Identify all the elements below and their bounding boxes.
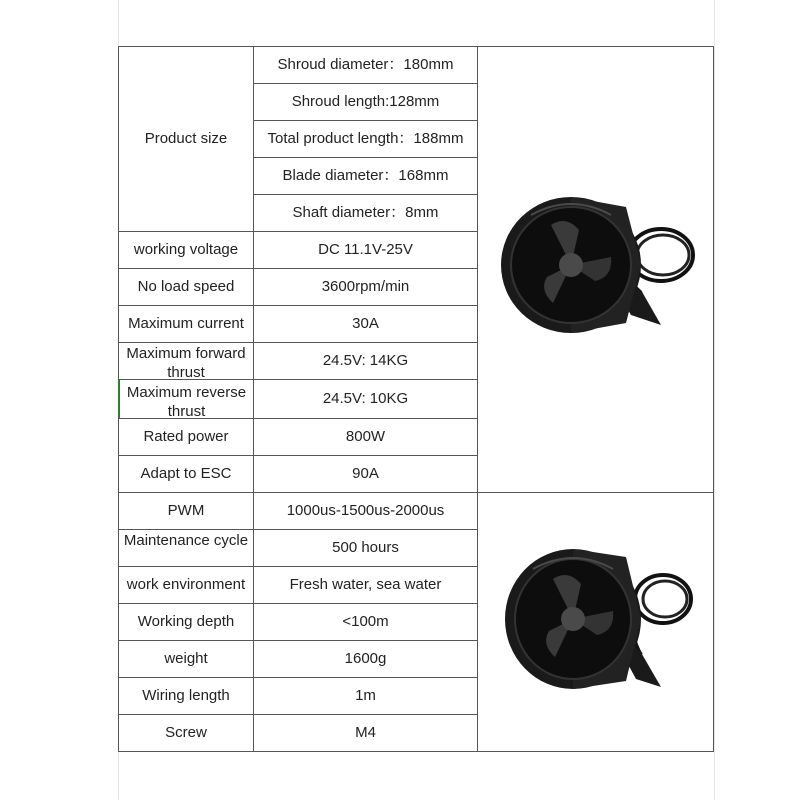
value-blade-diameter: Blade diameter：168mm — [253, 157, 478, 195]
label-maintenance-cycle: Maintenance cycle — [118, 529, 254, 567]
value-screw: M4 — [253, 714, 478, 752]
label-maximum-current: Maximum current — [118, 305, 254, 343]
value-maintenance-cycle: 500 hours — [253, 529, 478, 567]
label-screw: Screw — [118, 714, 254, 752]
label-weight: weight — [118, 640, 254, 678]
label-maximum-reverse-thrust[interactable]: Maximum reverse thrust — [118, 379, 254, 419]
label-no-load-speed: No load speed — [118, 268, 254, 306]
value-weight: 1600g — [253, 640, 478, 678]
label-working-voltage: working voltage — [118, 231, 254, 269]
value-shroud-length: Shroud length:128mm — [253, 83, 478, 121]
label-working-depth: Working depth — [118, 603, 254, 641]
value-shaft-diameter: Shaft diameter：8mm — [253, 194, 478, 232]
grid-line — [714, 0, 715, 800]
label-work-environment: work environment — [118, 566, 254, 604]
value-shroud-diameter: Shroud diameter：180mm — [253, 46, 478, 84]
value-rated-power: 800W — [253, 418, 478, 456]
value-maximum-current: 30A — [253, 305, 478, 343]
label-pwm: PWM — [118, 492, 254, 530]
thruster-photo-top — [491, 185, 701, 355]
value-working-voltage: DC 11.1V-25V — [253, 231, 478, 269]
label-wiring-length: Wiring length — [118, 677, 254, 715]
label-maximum-forward-thrust: Maximum forward thrust — [118, 342, 254, 380]
value-total-product-length: Total product length：188mm — [253, 120, 478, 158]
label-adapt-to-esc: Adapt to ESC — [118, 455, 254, 493]
value-no-load-speed: 3600rpm/min — [253, 268, 478, 306]
label-rated-power: Rated power — [118, 418, 254, 456]
spec-table — [118, 46, 714, 752]
value-maximum-reverse-thrust: 24.5V: 10KG — [253, 379, 478, 419]
value-pwm: 1000us-1500us-2000us — [253, 492, 478, 530]
value-maximum-forward-thrust: 24.5V: 14KG — [253, 342, 478, 380]
value-working-depth: <100m — [253, 603, 478, 641]
product-image-cell-bottom — [477, 492, 714, 752]
value-wiring-length: 1m — [253, 677, 478, 715]
value-adapt-to-esc: 90A — [253, 455, 478, 493]
product-image-cell-top — [477, 46, 714, 493]
value-work-environment: Fresh water, sea water — [253, 566, 478, 604]
label-product-size: Product size — [118, 46, 254, 232]
thruster-photo-bottom — [491, 537, 701, 707]
